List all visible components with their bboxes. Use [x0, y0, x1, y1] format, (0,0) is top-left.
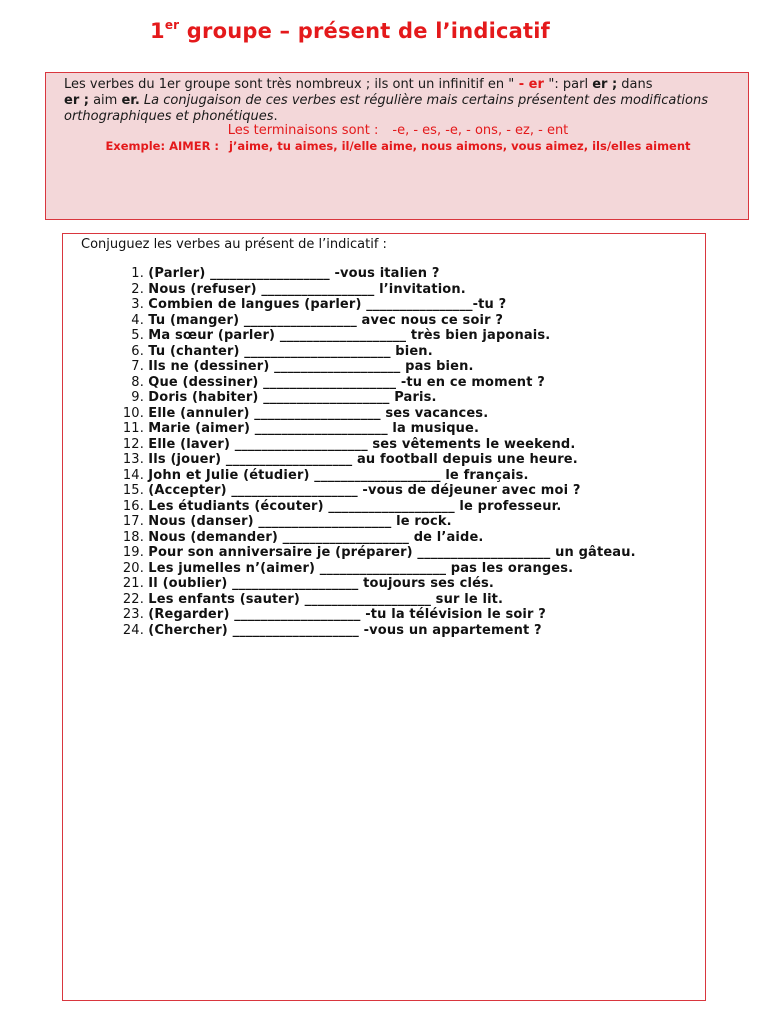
exercise-item-text: Nous (demander) ___________________ de l’aide. [148, 529, 484, 545]
intro-text-3: dans [617, 77, 653, 92]
exercise-item [111, 545, 636, 561]
intro-italic-text: La conjugaison de ces verbes est régulière mais certains présentent des modifications orthographiques et phonétiques [64, 93, 708, 124]
example-line [76, 139, 720, 153]
exercise-item [111, 561, 636, 577]
exercise-instructions: Conjuguez les verbes au présent de l’indicatif : [81, 237, 387, 252]
exercise-item-number: 16. [122, 498, 144, 514]
exercise-item-number: 8. [131, 374, 144, 390]
exercise-item [111, 576, 636, 592]
page-title [150, 18, 550, 43]
intro-text-2: ": parl [548, 77, 593, 92]
title-superscript: er [164, 18, 180, 32]
example-value: j’aime, tu aimes, il/elle aime, nous aimons, vous aimez, ils/elles aiment [229, 139, 691, 153]
exercise-item-text: Elle (annuler) ___________________ ses vacances. [148, 405, 489, 421]
exercise-item-number: 4. [131, 312, 144, 328]
intro-box [45, 72, 749, 220]
exercise-item [111, 483, 636, 499]
intro-er-highlight: - er [514, 77, 549, 92]
exercise-item-number: 2. [131, 281, 144, 297]
exercise-item-number: 22. [122, 591, 144, 607]
exercise-item-text: (Accepter) ___________________ -vous de déjeuner avec moi ? [148, 483, 581, 498]
exercise-item [111, 406, 636, 422]
exercise-item-text: Nous (danser) ____________________ le rock. [148, 514, 452, 529]
exercise-item [111, 313, 636, 329]
exercise-item [111, 468, 636, 484]
exercise-item [111, 266, 636, 282]
exercise-item [111, 592, 636, 608]
exercise-item-number: 14. [122, 467, 144, 483]
exercise-item [111, 607, 636, 623]
exercise-item [111, 437, 636, 453]
exercise-item-text: Ils ne (dessiner) ___________________ pas bien. [148, 359, 474, 374]
terminations-label: Les terminaisons sont : [227, 123, 379, 138]
exercise-item-number: 21. [122, 576, 144, 591]
exercise-item-text: Il (oublier) ___________________ toujours ses clés. [148, 576, 495, 591]
intro-bold-er-1: er ; [592, 77, 618, 92]
exercise-item [111, 452, 636, 468]
terminations-line [46, 123, 750, 138]
intro-text-4: aim [88, 93, 122, 108]
exercise-box [62, 233, 706, 1001]
exercise-item [111, 530, 636, 546]
exercise-item-number: 17. [122, 514, 144, 529]
exercise-item-text: (Chercher) ___________________ -vous un appartement ? [148, 622, 542, 638]
exercise-item-number: 9. [131, 390, 144, 405]
example-label: Exemple: AIMER : [105, 139, 220, 153]
exercise-item-number: 1. [131, 266, 144, 281]
exercise-item-text: Les jumelles n’(aimer) ___________________ pas les oranges. [148, 560, 574, 576]
exercise-item-text: Pour son anniversaire je (préparer) ____________________ un gâteau. [148, 545, 636, 560]
intro-bold-er-3: er. [121, 93, 140, 108]
exercise-item-number: 20. [122, 560, 144, 576]
exercise-item-text: Que (dessiner) ____________________ -tu en ce moment ? [148, 374, 545, 390]
intro-text-end: . [273, 109, 278, 124]
exercise-item-text: Nous (refuser) _________________ l’invitation. [148, 281, 466, 297]
terminations-value: -e, - es, -e, - ons, - ez, - ent [392, 123, 569, 138]
exercise-item-text: Elle (laver) ____________________ ses vêtements le weekend. [148, 436, 576, 452]
exercise-item-number: 7. [131, 359, 144, 374]
exercise-item-number: 13. [122, 452, 144, 467]
exercise-item [111, 514, 636, 530]
exercise-item-text: John et Julie (étudier) ___________________ le français. [148, 467, 529, 483]
exercise-item [111, 282, 636, 298]
intro-bold-er-2: er ; [64, 93, 89, 108]
exercise-item-number: 18. [122, 529, 144, 545]
exercise-item [111, 297, 636, 313]
intro-text-1: Les verbes du 1er groupe sont très nombreux ; ils ont un infinitif en " [64, 77, 515, 92]
exercise-item-number: 15. [122, 483, 144, 498]
exercise-item-text: (Parler) __________________ -vous italien ? [148, 266, 440, 281]
exercise-item-number: 5. [131, 328, 144, 343]
exercise-item-text: (Regarder) ___________________ -tu la télévision le soir ? [148, 607, 546, 622]
exercise-item [111, 623, 636, 639]
exercise-item-number: 24. [122, 622, 144, 638]
intro-paragraph [64, 77, 724, 125]
exercise-item-number: 11. [122, 421, 144, 436]
exercise-item-text: Doris (habiter) ___________________ Paris. [148, 390, 437, 405]
exercise-item-text: Combien de langues (parler) ________________-tu ? [148, 297, 507, 312]
exercise-item-text: Les enfants (sauter) ___________________ sur le lit. [148, 591, 504, 607]
exercise-item-number: 23. [122, 607, 144, 622]
exercise-item-text: Marie (aimer) ____________________ la musique. [148, 421, 480, 436]
title-number: 1 [150, 19, 165, 43]
exercise-item-number: 19. [122, 545, 144, 560]
exercise-item-text: Ma sœur (parler) ___________________ très bien japonais. [148, 328, 551, 343]
exercise-item-text: Tu (chanter) ______________________ bien. [148, 343, 433, 359]
exercise-item [111, 421, 636, 437]
exercise-item-text: Tu (manger) _________________ avec nous ce soir ? [148, 312, 504, 328]
exercise-item-number: 10. [122, 405, 144, 421]
exercise-item-text: Ils (jouer) ___________________ au football depuis une heure. [148, 452, 578, 467]
exercise-item [111, 499, 636, 515]
exercise-item-number: 12. [122, 436, 144, 452]
exercise-item-text: Les étudiants (écouter) ___________________ le professeur. [148, 498, 562, 514]
title-text: groupe – présent de l’indicatif [179, 19, 550, 43]
exercise-item [111, 375, 636, 391]
exercise-list [111, 266, 636, 638]
exercise-item [111, 390, 636, 406]
exercise-item-number: 6. [131, 343, 144, 359]
exercise-item [111, 344, 636, 360]
exercise-item-number: 3. [131, 297, 144, 312]
exercise-item [111, 328, 636, 344]
exercise-item [111, 359, 636, 375]
